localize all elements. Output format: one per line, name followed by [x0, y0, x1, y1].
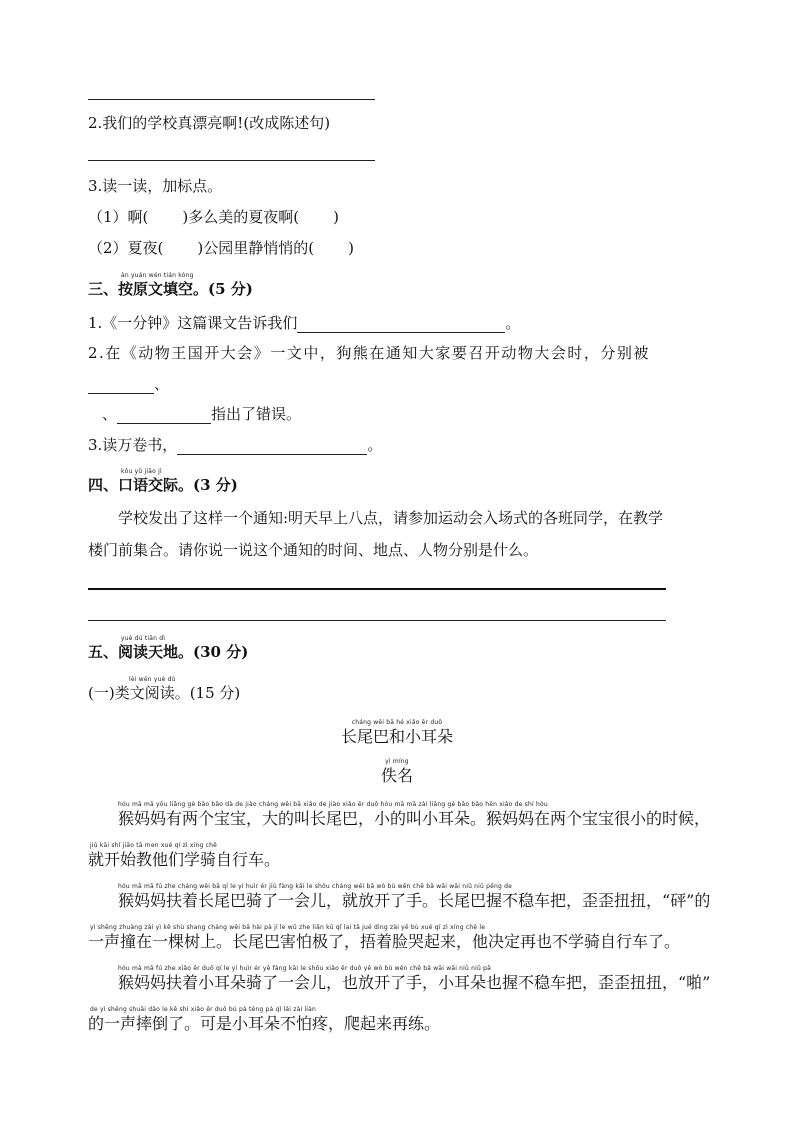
- section-5-pinyin: yuè dú tiān dì: [121, 635, 166, 642]
- answer-line[interactable]: [88, 588, 666, 590]
- subsection-title: (一)类文阅读。(15 分): [88, 684, 241, 702]
- section-3-q3: [88, 435, 382, 455]
- item-2-mid: )公园里静悄悄的(: [197, 239, 315, 257]
- item-1-end: ): [333, 208, 339, 226]
- answer-line[interactable]: [88, 160, 375, 161]
- q1-text: 1.《一分钟》这篇课文告诉我们: [88, 314, 298, 332]
- section-3-q2-line3: [102, 404, 301, 424]
- section-4-title: 四、口语交际。(3 分): [88, 476, 238, 494]
- question-3-item-1: [88, 207, 339, 227]
- story-author-pinyin: yì míng: [385, 758, 409, 765]
- section-4-paragraph-line2: 楼门前集合。请你说一说这个通知的时间、地点、人物分别是什么。: [88, 541, 539, 559]
- question-3-item-2: [88, 238, 354, 258]
- item-2-end: ): [348, 239, 354, 257]
- q3-end: 。: [367, 436, 383, 454]
- paragraph-3-pinyin-1: hóu mā mā fú zhe xiǎo ěr duǒ qí le yí huìr ér yě fàng kāi le shǒu xiǎo ěr duǒ yě wò bù wěn chē bǎ wāi wāi niǔ niǔ pā: [118, 965, 492, 972]
- paragraph-1-line-2: 就开始教他们学骑自行车。: [88, 850, 281, 869]
- answer-line[interactable]: [88, 620, 666, 621]
- fill-blank[interactable]: [297, 316, 505, 333]
- q2-comma: 、: [154, 375, 170, 393]
- paragraph-1-line-1: 猴妈妈有两个宝宝，大的叫长尾巴，小的叫小耳朵。猴妈妈在两个宝宝很小的时候，: [118, 809, 711, 828]
- fill-blank[interactable]: [177, 438, 367, 455]
- subsection-pinyin: lèi wén yuè dú: [129, 676, 176, 683]
- question-3: 3.读一读，加标点。: [88, 177, 223, 195]
- paragraph-3-line-1: 猴妈妈扶着小耳朵骑了一会儿，也放开了手，小耳朵也握不稳车把，歪歪扭扭，“啪”: [118, 973, 711, 992]
- question-2: 2.我们的学校真漂亮啊!(改成陈述句): [88, 114, 331, 132]
- section-4-pinyin: kǒu yǔ jiāo jì: [121, 468, 162, 475]
- q2-end: 指出了错误。: [211, 405, 302, 423]
- section-3-q2-line2: [88, 374, 169, 394]
- story-title-pinyin: cháng wěi bā hé xiǎo ěr duǒ: [351, 719, 443, 726]
- paragraph-2-line-2: 一声撞在一棵树上。长尾巴害怕极了，捂着脸哭起来，他决定再也不学骑自行车了。: [88, 932, 681, 951]
- fill-blank[interactable]: [88, 377, 154, 394]
- paragraph-2-line-1: 猴妈妈扶着长尾巴骑了一会儿，就放开了手。长尾巴握不稳车把，歪歪扭扭，“砰”的: [118, 891, 711, 910]
- fill-blank[interactable]: [117, 407, 211, 424]
- answer-line[interactable]: [88, 99, 375, 100]
- paragraph-3-line-2: 的一声摔倒了。可是小耳朵不怕疼，爬起来再练。: [88, 1014, 441, 1033]
- q1-end: 。: [505, 314, 521, 332]
- section-3-q1: [88, 313, 520, 333]
- paragraph-1-pinyin-1: hóu mā mā yǒu liǎng gè bǎo bǎo dà de jiào cháng wěi bā xiǎo de jiào xiǎo ěr duǒ hóu mā mā zài liǎng gè bǎo bǎo hěn xiǎo de shí hòu: [118, 801, 548, 808]
- paragraph-1-pinyin-2: jiù kāi shǐ jiāo tā men xué qí zì xíng chē: [90, 842, 218, 849]
- q3-text: 3.读万卷书，: [88, 436, 178, 454]
- item-1-prefix: （1）啊(: [88, 208, 149, 226]
- q2-comma2: 、: [102, 405, 118, 423]
- section-4-paragraph-line1: 学校发出了这样一个通知:明天早上八点，请参加运动会入场式的各班同学，在教学: [118, 509, 664, 527]
- item-2-prefix: （2）夏夜(: [88, 239, 164, 257]
- section-3-title: 三、按原文填空。(5 分): [88, 280, 253, 298]
- story-author: 佚名: [380, 766, 413, 785]
- paragraph-3-pinyin-2: de yì shēng shuāi dǎo le kě shì xiǎo ěr duǒ bú pà téng pá qǐ lái zài liàn: [90, 1006, 317, 1013]
- paragraph-2-pinyin-1: hóu mā mā fú zhe cháng wěi bā qí le yí huìr ér jiù fàng kāi le shǒu cháng wěi bā wò bù wěn chē bǎ wāi wāi niǔ niǔ pēng de: [118, 883, 513, 890]
- section-5-title: 五、阅读天地。(30 分): [88, 643, 249, 661]
- paragraph-2-pinyin-2: yì shēng zhuàng zài yì kē shù shang cháng wěi bā hài pà jí le wǔ zhe liǎn kū qǐ lai tā jué dìng zài yě bù xué qí zì xíng chē le: [90, 924, 486, 931]
- item-1-mid: )多么美的夏夜啊(: [182, 208, 300, 226]
- section-3-pinyin: àn yuán wén tián kòng: [121, 272, 194, 279]
- section-3-q2: 2.在《动物王国开大会》一文中，狗熊在通知大家要召开动物大会时，分别被: [88, 344, 650, 362]
- story-title: 长尾巴和小耳朵: [340, 727, 453, 746]
